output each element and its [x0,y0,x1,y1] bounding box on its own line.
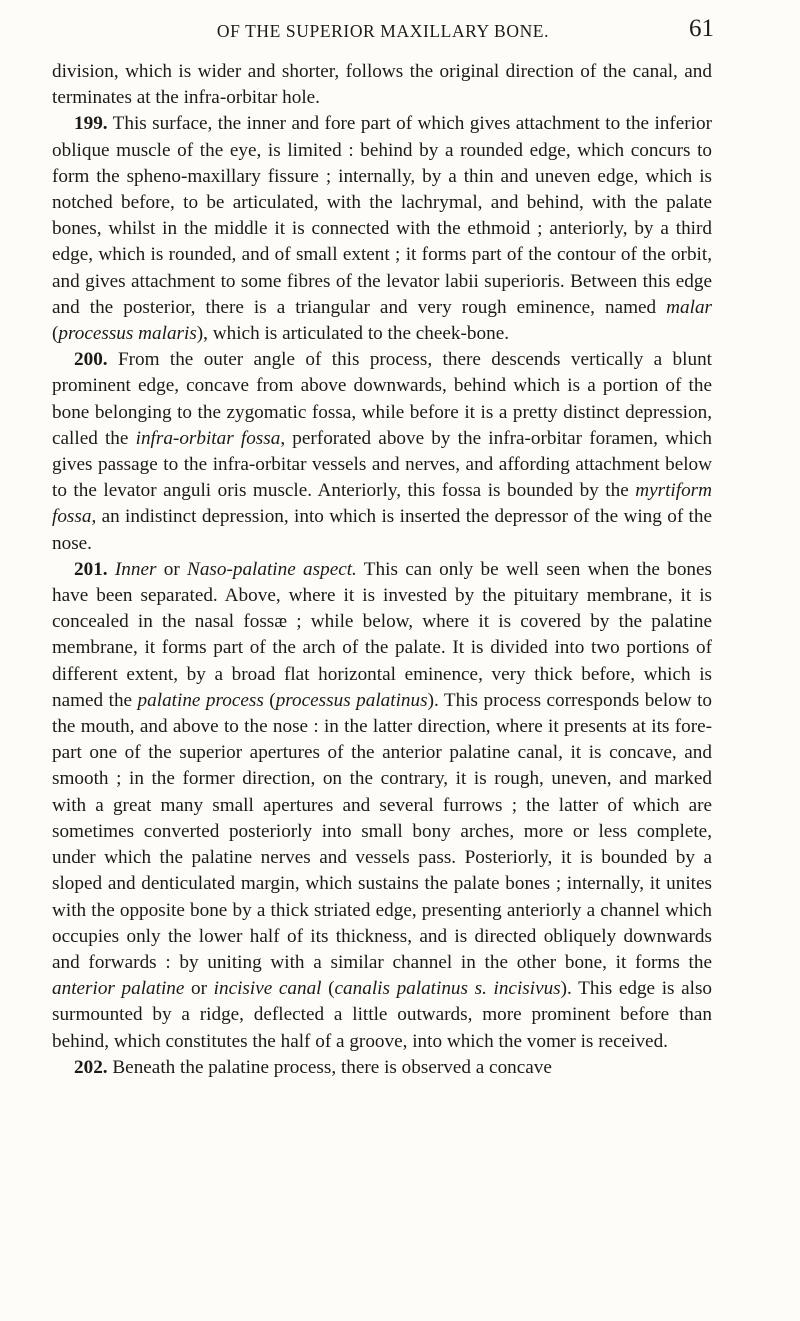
paragraph-number: 200. [74,349,108,371]
paragraph-number: 202. [74,1056,108,1078]
text-run: ), which is articulated to the cheek-bone. [196,323,510,345]
text-run: This can only be well seen when the bones have been separated. Above, where it is invested by the pituitary membrane, it is concealed in the nasal fossæ ; while below, where it is covered by the palatine membrane, it forms part of the arch of the palate. It is divided into two portions of different extent, by a broad flat horizontal eminence, very thick before, which is named the [52,558,713,711]
italic-term: processus palatinus [275,689,428,711]
paragraph [52,59,712,111]
body-text [52,59,712,1081]
italic-term: myrtiform fossa [52,480,712,528]
paragraph [52,557,712,1055]
text-run: , perforated above by the infra-orbitar foramen, which gives passage to the infra-orbitar vessels and nerves, and affording attachment below to the levator anguli oris muscle. Anteriorly, this fossa is bounded by the [52,427,712,502]
italic-term: anterior palatine [52,978,185,1000]
italic-term: processus malaris [58,323,197,345]
text-run: From the outer angle of this process, there descends vertically a blunt prominent edge, concave from above downwards, behind which is a portion of the bone belonging to the zygomatic fossa, while before it is a pretty distinct depression, called the [52,349,712,449]
italic-term: infra-orbitar fossa [135,427,281,449]
text-run: ( [52,323,59,345]
text-run: or [184,978,214,1000]
italic-term: Naso-palatine aspect. [187,558,357,580]
italic-term: Inner [114,558,157,580]
text-run [108,559,115,580]
paragraph-number: 199. [74,113,108,135]
text-run: ). This process corresponds below to the mouth, and above to the nose : in the latter direction, where it presents at its fore-part one of the superior apertures of the anterior palatine canal, it is concave, and smooth ; in the former direction, on the contrary, it is rough, uneven, and marked with a great many small apertures and several furrows ; the latter of which are sometimes converted posteriorly into small bony arches, more or less complete, under which the palatine nerves and vessels pass. Posteriorly, it is bounded by a sloped and denticulated margin, which sustains the palate bones ; internally, it unites with the opposite bone by a thick striated edge, presenting anteriorly a channel which occupies only the lower half of its thickness, and is directed obliquely downwards and forwards : by uniting with a similar channel in the other bone, it forms the [52,689,713,973]
paragraph [52,347,712,557]
italic-term: palatine process [137,689,264,711]
paragraph [52,111,712,347]
text-run: This surface, the inner and fore part of which gives attachment to the inferior oblique muscle of the eye, is limited : behind by a rounded edge, which concurs to form the spheno-maxillary fissure ; internally, by a thin and uneven edge, which is notched before, to be articulated, with the lachrymal, and behind, with the palate bones, whilst in the middle it is connected with the ethmoid ; anteriorly, by a third edge, which is rounded, and of small extent ; it forms part of the contour of the orbit, and gives attachment to some fibres of the levator labii superioris. Between this edge and the posterior, there is a triangular and very rough eminence, named [52,113,712,318]
paragraph-number: 201. [74,558,108,580]
italic-term: canalis palatinus s. incisivus [334,978,561,1000]
running-title: OF THE SUPERIOR MAXILLARY BONE. [216,21,550,41]
text-run: ( [263,689,276,711]
text-run: ( [321,978,335,1000]
page-number: 61 [689,15,714,42]
text-run: or [156,558,188,580]
paragraph [52,1055,712,1081]
text-run: division, which is wider and shorter, follows the original direction of the canal, and terminates at the infra-orbitar hole. [52,61,712,109]
text-run: , an indistinct depression, into which is inserted the depressor of the wing of the nose. [52,506,712,554]
italic-term: malar [666,296,712,318]
text-run: Beneath the palatine process, there is observed a concave [107,1056,552,1078]
text-run: ). This edge is also surmounted by a ridge, deflected a little outwards, more prominent before than behind, which constitutes the half of a groove, into which the vomer is received. [52,978,713,1052]
running-head [52,15,714,51]
italic-term: incisive canal [213,978,322,1000]
